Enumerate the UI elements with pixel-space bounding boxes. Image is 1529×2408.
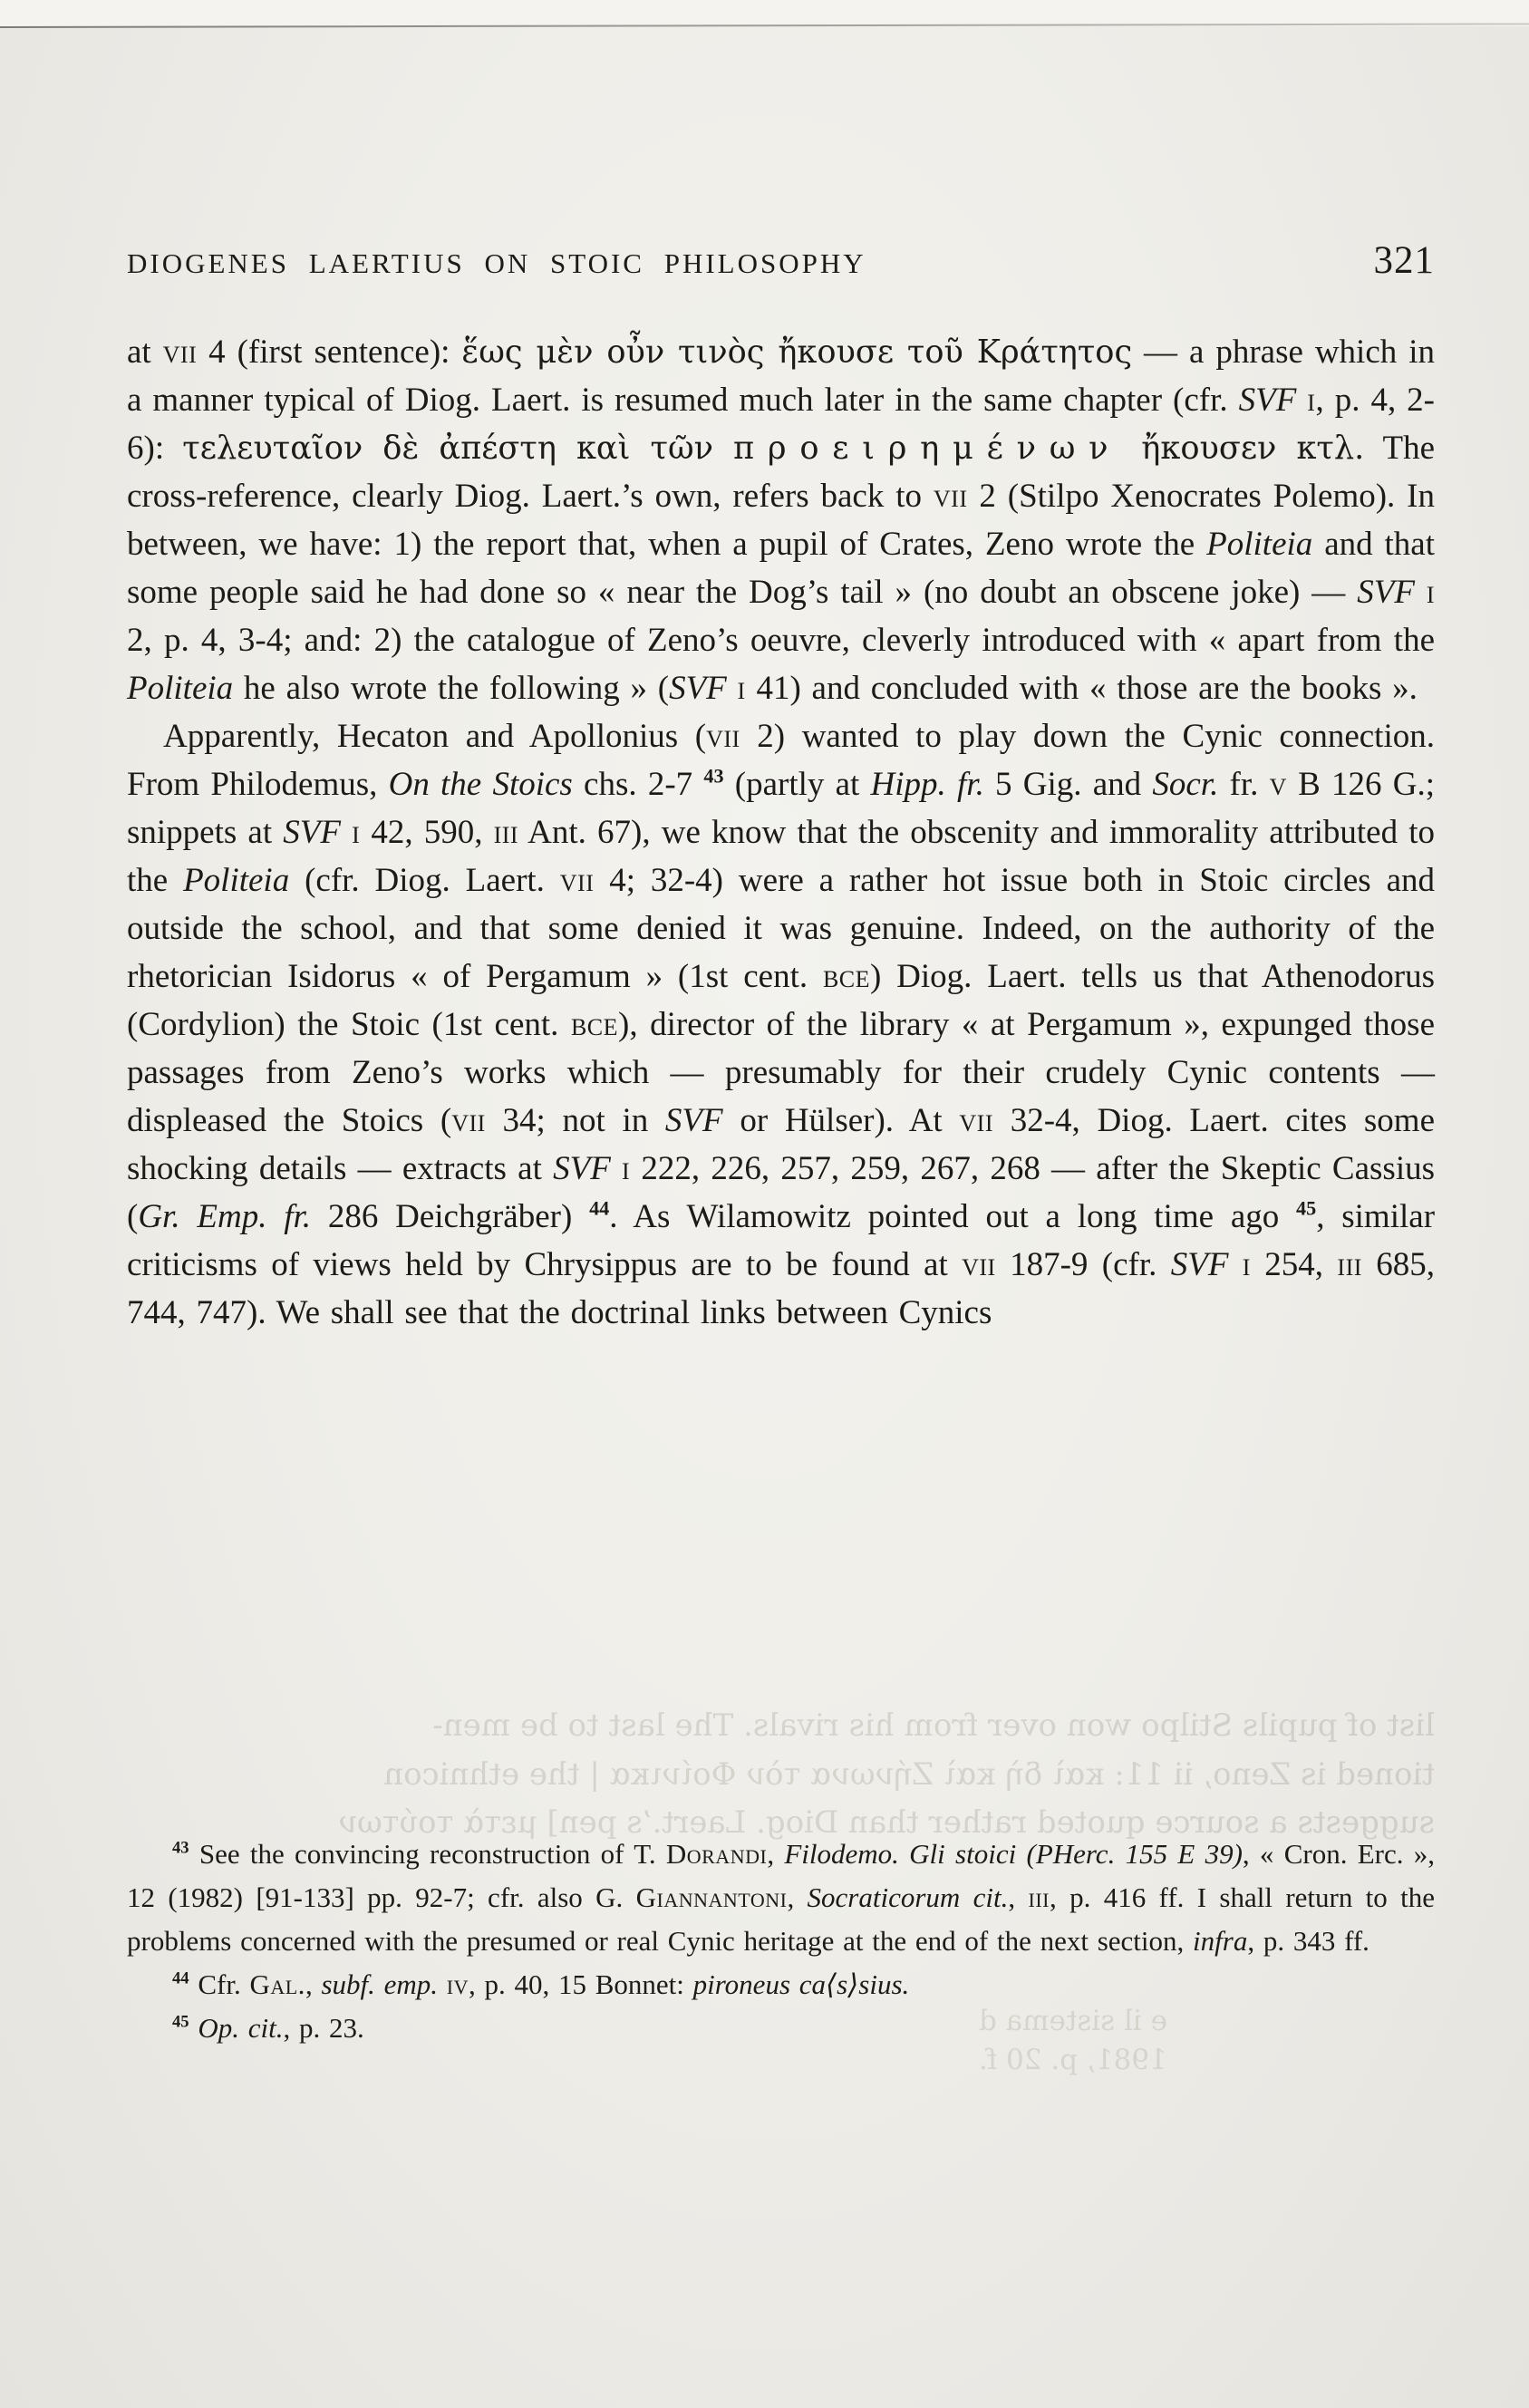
text-run: ἤκουσεν κτλ. — [1121, 430, 1365, 467]
text-run: SVF — [553, 1150, 611, 1187]
text-run: Dorandi — [665, 1838, 768, 1870]
text-run: at — [127, 334, 163, 371]
text-run: iii — [1337, 1246, 1362, 1283]
text-run: iii — [1028, 1881, 1050, 1913]
text-run: προειρημένων — [733, 430, 1122, 467]
text-run: i — [622, 1150, 631, 1187]
text-run: 2, p. 4, 3-4; and: 2) the catalogue of Zeno’s oeuvre, cleverly introduced with « apart from the — [127, 622, 1435, 659]
text-run: Filodemo. Gli stoici (PHerc. 155 E 39) — [784, 1838, 1243, 1870]
text-run: (partly at — [723, 766, 871, 803]
text-run: Cfr. — [189, 1968, 250, 2000]
text-run: bce — [822, 958, 871, 995]
text-run: 32-4, Diog. Laert. cites some shocking details — extracts at — [127, 1102, 1435, 1187]
text-run: The cross-reference, clearly Diog. Laert.’s own, refers back to — [127, 430, 1436, 515]
text-run: 4 (first sentence): — [197, 334, 462, 371]
text-run: , — [767, 1838, 785, 1870]
footnote-reference: 44 — [589, 1196, 610, 1220]
footnote-45 — [127, 2007, 1435, 2050]
text-run: , — [305, 1968, 322, 2000]
footnote-section — [127, 1833, 1435, 2050]
text-run: vii — [959, 1102, 993, 1139]
text-run — [438, 1968, 447, 2000]
text-run: and that some people said he had done so « near the Dog’s tail » (no doubt an obscene joke) — — [127, 526, 1436, 611]
text-run: SVF — [1170, 1246, 1229, 1283]
bleedthrough-corner-line: 1981, p. 20 f. — [979, 2044, 1167, 2076]
text-run: he also wrote the following » ( — [233, 670, 670, 707]
text-run: 2 (Stilpo Xenocrates Polemo). In between, we have: 1) the report that, when a pupil of Crates, Zeno wrote the — [127, 478, 1435, 563]
scan-top-strip — [0, 0, 1529, 26]
text-run — [727, 670, 738, 707]
text-run: iv — [446, 1968, 469, 2000]
text-run: or Hülser). At — [722, 1102, 960, 1139]
footnote-reference: 45 — [1296, 1196, 1317, 1220]
text-run: 41) and concluded with « those are the books ». — [745, 670, 1418, 707]
footnote-number: 43 — [172, 1838, 189, 1858]
text-run: , p. 4, 2-6): — [127, 382, 1435, 467]
running-head-title: DIOGENES LAERTIUS ON STOIC PHILOSOPHY — [127, 247, 866, 279]
text-run: SVF — [1357, 574, 1415, 611]
text-run — [1415, 574, 1427, 611]
bleedthrough-line: tioned is Zeno, ii 11: καὶ δὴ καὶ Ζήνωνα τὸν Φοίνικα | the ethnicon — [383, 1755, 1435, 1793]
text-run: i — [352, 814, 361, 851]
text-run: (cfr. Diog. Laert. — [289, 862, 560, 899]
text-run: infra — [1193, 1925, 1248, 1957]
text-run: 254, — [1250, 1246, 1338, 1283]
text-run: Politeia — [1206, 526, 1313, 563]
text-run: , similar criticisms of views held by Chrysippus are to be found at — [127, 1198, 1436, 1283]
text-run: vii — [933, 478, 968, 515]
text-run: , p. 416 ff. I shall return to the problems concerned with the presumed or real Cynic heritage at the end of the next section, — [127, 1881, 1436, 1957]
text-run: SVF — [1238, 382, 1297, 419]
text-run: SVF — [669, 670, 727, 707]
running-head — [127, 238, 1435, 283]
text-run: 685, 744, 747). We shall see that the doctrinal links between Cynics — [127, 1246, 1436, 1331]
text-run: Giannantoni — [635, 1881, 788, 1913]
bleedthrough-line: list of pupils Stilpo won over from his rivals. The last to be men- — [432, 1707, 1435, 1744]
text-run: vii — [962, 1246, 996, 1283]
text-run: τελευταῖον δὲ ἀπέστη καὶ τῶν — [182, 430, 734, 467]
text-run: subf. emp. — [321, 1968, 439, 2000]
bleedthrough-corner-line: e il sistema d — [979, 2005, 1167, 2037]
text-run: 34; not in — [485, 1102, 665, 1139]
text-run: bce — [570, 1006, 619, 1043]
page-number: 321 — [1373, 239, 1435, 282]
text-run: v — [1269, 766, 1287, 803]
text-run: i — [1242, 1246, 1251, 1283]
text-run — [1228, 1246, 1242, 1283]
text-run: Op. cit. — [198, 2012, 284, 2044]
footnote-number: 45 — [172, 2012, 189, 2032]
footnote-43 — [127, 1833, 1435, 1963]
text-run — [341, 814, 352, 851]
text-run — [189, 2012, 198, 2044]
footnote-reference: 43 — [703, 764, 724, 788]
text-run: See the convincing reconstruction of T. — [189, 1838, 666, 1870]
text-run: Hipp. fr. — [870, 766, 984, 803]
text-run: , p. 23. — [283, 2012, 364, 2044]
body-text — [127, 328, 1435, 1337]
text-run: , p. 40, 15 Bonnet: — [468, 1968, 693, 2000]
text-run: Socr. — [1152, 766, 1219, 803]
paragraph-1 — [127, 328, 1435, 712]
text-run: pironeus ca⟨s⟩sius. — [692, 1968, 910, 2000]
text-run: SVF — [664, 1102, 723, 1139]
text-run: 222, 226, 257, 259, 267, 268 — after the Skeptic Cassius ( — [127, 1150, 1436, 1235]
text-run: ), director of the library « at Pergamum », expunged those passages from Zeno’s works which — presumably for their crudely Cynic contents — displeased the Stoics ( — [127, 1006, 1435, 1139]
footnote-number: 44 — [172, 1968, 189, 1988]
text-run: Apparently, Hecaton and Apollonius ( — [163, 718, 707, 755]
text-run: B 126 G.; snippets at — [127, 766, 1435, 851]
text-run: Gr. Emp. fr. — [138, 1198, 312, 1235]
text-run: vii — [706, 718, 740, 755]
text-run: , — [787, 1881, 808, 1913]
text-run: SVF — [283, 814, 341, 851]
text-run: 187-9 (cfr. — [995, 1246, 1171, 1283]
bleedthrough-block — [127, 1702, 1435, 1848]
text-run: Gal. — [249, 1968, 305, 2000]
bleedthrough-line: suggests a source quoted rather than Diog. Laert.’s pen] μετὰ τούτων — [338, 1804, 1435, 1841]
text-run: vii — [162, 334, 198, 371]
text-run: — a phrase which in a manner typical of Diog. Laert. is resumed much later in the same chapter (cfr. — [127, 334, 1435, 419]
text-run: Politeia — [127, 670, 234, 707]
text-run: 2) wanted to play down the Cynic connection. From Philodemus, — [127, 718, 1435, 803]
text-run: Politeia — [183, 862, 290, 899]
text-run: 5 Gig. and — [983, 766, 1153, 803]
text-run: , « Cron. Erc. », 12 (1982) [91-133] pp. 92-7; cfr. also G. — [127, 1838, 1436, 1913]
text-run: vii — [451, 1102, 486, 1139]
text-run: fr. — [1218, 766, 1270, 803]
text-run: vii — [559, 862, 595, 899]
text-run: 42, 590, — [360, 814, 494, 851]
text-run: 4; 32-4) were a rather hot issue both in Stoic circles and outside the school, and that some denied it was genuine. Indeed, on the authority of the rhetorician Isidorus « of Pergamum » (1st cent. — [127, 862, 1435, 995]
text-run: i — [737, 670, 746, 707]
text-run — [1296, 382, 1307, 419]
text-run — [611, 1150, 622, 1187]
text-run: On the Stoics — [388, 766, 573, 803]
text-run: i — [1307, 382, 1316, 419]
text-run: , — [1008, 1881, 1029, 1913]
text-run: Socraticorum cit. — [807, 1881, 1009, 1913]
text-run: chs. 2-7 — [572, 766, 704, 803]
text-run: 286 Deichgräber) — [311, 1198, 590, 1235]
text-run: ἕως μὲν οὖν τινὸς ἤκουσε τοῦ Κράτητος — [461, 334, 1133, 371]
text-run: , p. 343 ff. — [1247, 1925, 1369, 1957]
text-run: i — [1426, 574, 1436, 611]
footnote-44 — [127, 1963, 1435, 2007]
text-run: ) Diog. Laert. tells us that Athenodorus (Cordylion) the Stoic (1st cent. — [127, 958, 1435, 1043]
paragraph-2 — [127, 712, 1435, 1337]
text-run: iii — [493, 814, 519, 851]
text-run: Ant. 67), we know that the obscenity and immorality attributed to the — [127, 814, 1435, 899]
text-run: . As Wilamowitz pointed out a long time ago — [609, 1198, 1297, 1235]
